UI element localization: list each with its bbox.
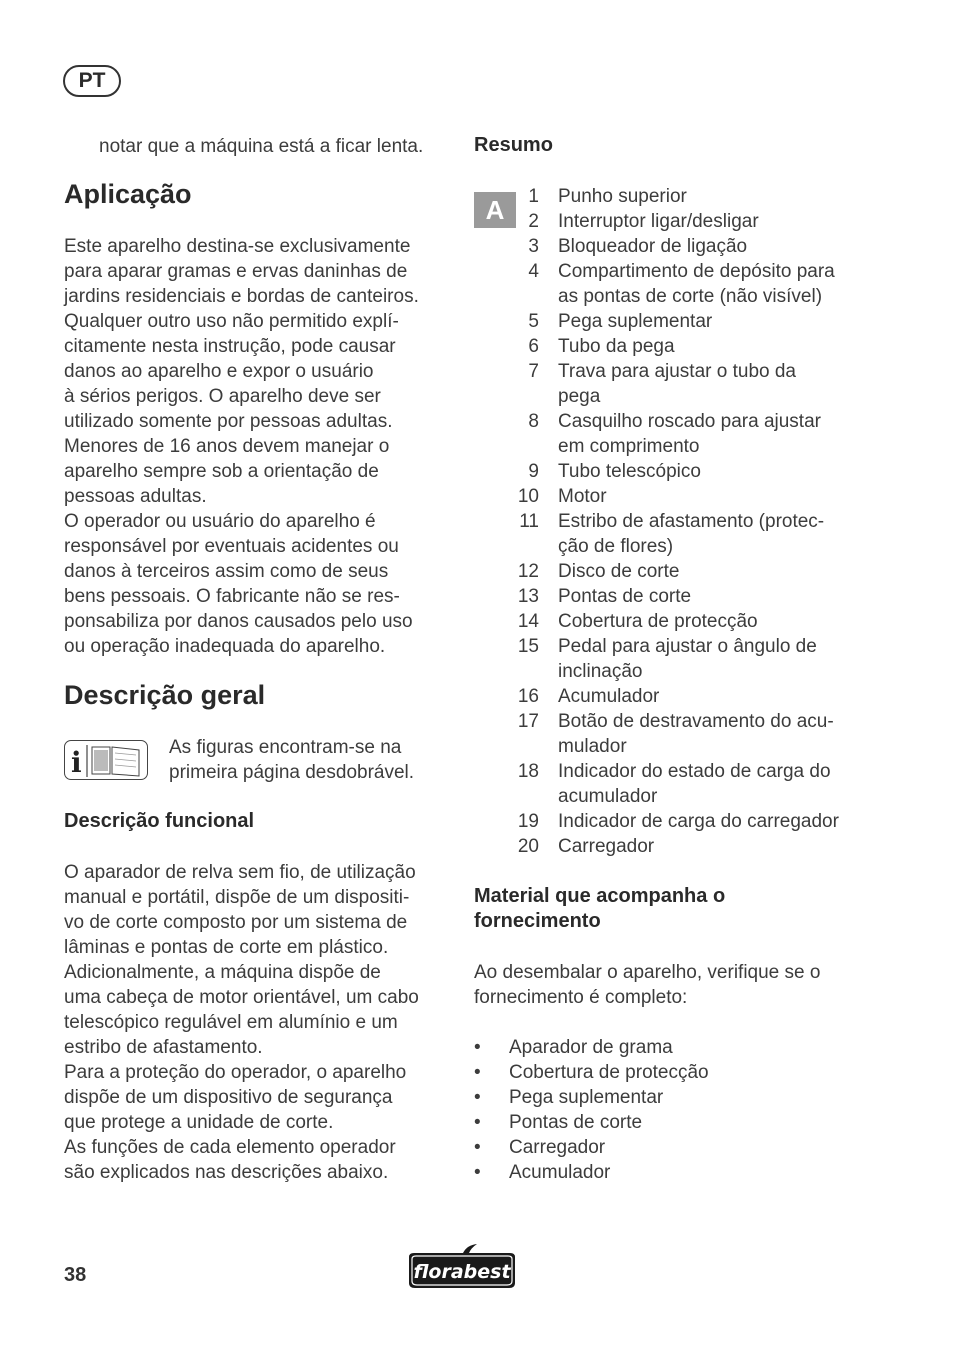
paragraph-line: bens pessoais. O fabricante não se res- [64, 586, 400, 607]
list-item [505, 284, 875, 309]
list-item [505, 559, 875, 584]
paragraph-line: estribo de afastamento. [64, 1037, 263, 1058]
descricao-funcional-paragraph [64, 860, 456, 1185]
paragraph-line: à sérios perigos. O aparelho deve ser [64, 386, 381, 407]
list-item [505, 834, 875, 859]
part-label: Pega suplementar [558, 311, 713, 332]
material-intro-line-2: fornecimento é completo: [474, 987, 688, 1008]
list-item [505, 809, 875, 834]
item-label: Cobertura de protecção [509, 1062, 709, 1083]
bullet-icon: • [474, 1037, 481, 1058]
item-label: Carregador [509, 1137, 606, 1158]
paragraph-line: aparelho sempre sob a orientação de [64, 461, 379, 482]
part-label: mulador [558, 736, 627, 757]
part-number: 13 [517, 586, 539, 607]
item-label: Pontas de corte [509, 1112, 643, 1133]
part-label: pega [558, 386, 601, 407]
paragraph-line: ponsabiliza por danos causados pelo uso [64, 611, 413, 632]
part-number: 17 [517, 711, 539, 732]
part-number [505, 784, 539, 809]
part-number: 8 [528, 411, 539, 432]
intro-line: notar que a máquina está a ficar lenta. [99, 136, 424, 157]
part-label: Tubo telescópico [558, 461, 701, 482]
part-label: em comprimento [558, 436, 700, 457]
paragraph-line: telescópico regulável em alumínio e um [64, 1012, 398, 1033]
bullet-icon: • [474, 1087, 481, 1108]
paragraph-line: são explicados nas descrições abaixo. [64, 1162, 389, 1183]
bullet-icon: • [474, 1162, 481, 1183]
info-foldout-icon [64, 740, 148, 780]
list-item [505, 659, 875, 684]
part-label: Acumulador [558, 686, 660, 707]
part-number [505, 734, 539, 759]
part-label: inclinação [558, 661, 643, 682]
info-text-line-1: As figuras encontram-se na [169, 737, 402, 758]
list-item [505, 784, 875, 809]
part-number: 2 [528, 211, 539, 232]
list-item [474, 1035, 874, 1060]
part-label: Casquilho roscado para ajustar [558, 411, 821, 432]
part-number: 12 [517, 561, 539, 582]
part-label: Pontas de corte [558, 586, 692, 607]
bullet-icon: • [474, 1137, 481, 1158]
part-label: Cobertura de protecção [558, 611, 758, 632]
part-label: Estribo de afastamento (protec- [558, 511, 825, 532]
list-item [505, 384, 875, 409]
paragraph-line: jardins residenciais e bordas de canteiros. [64, 286, 419, 307]
list-item [474, 1060, 874, 1085]
delivery-contents-list [474, 1035, 874, 1185]
part-number [505, 659, 539, 684]
paragraph-line: uma cabeça de motor orientável, um cabo [64, 987, 419, 1008]
part-number: 3 [528, 236, 539, 257]
language-badge: PT [63, 65, 121, 97]
part-number: 5 [528, 311, 539, 332]
parts-list [505, 184, 875, 859]
part-label: Disco de corte [558, 561, 680, 582]
part-label: Tubo da pega [558, 336, 675, 357]
list-item [505, 534, 875, 559]
list-item [505, 184, 875, 209]
item-label: Acumulador [509, 1162, 611, 1183]
part-number: 14 [517, 611, 539, 632]
part-number [505, 284, 539, 309]
list-item [505, 334, 875, 359]
section-title-material-line-1: Material que acompanha o [474, 885, 726, 907]
paragraph-line: responsável por eventuais acidentes ou [64, 536, 399, 557]
paragraph-line: lâminas e pontas de corte em plástico. [64, 937, 389, 958]
list-item [474, 1135, 874, 1160]
part-label: Bloqueador de ligação [558, 236, 748, 257]
part-label: Motor [558, 486, 607, 507]
part-label: Botão de destravamento do acu- [558, 711, 834, 732]
list-item [505, 709, 875, 734]
part-label: Indicador do estado de carga do [558, 761, 831, 782]
paragraph-line: Este aparelho destina-se exclusivamente [64, 236, 411, 257]
part-number: 10 [517, 486, 539, 507]
florabest-logo [405, 1243, 519, 1291]
list-item [505, 409, 875, 434]
part-number: 9 [528, 461, 539, 482]
part-label: acumulador [558, 786, 658, 807]
paragraph-line: utilizado somente por pessoas adultas. [64, 411, 393, 432]
part-label: ção de flores) [558, 536, 674, 557]
part-number [505, 434, 539, 459]
part-number: 4 [528, 261, 539, 282]
item-label: Pega suplementar [509, 1087, 664, 1108]
list-item [505, 234, 875, 259]
bullet-icon: • [474, 1062, 481, 1083]
section-title-descricao-funcional: Descrição funcional [64, 810, 255, 832]
list-item [505, 359, 875, 384]
part-number: 1 [528, 186, 539, 207]
part-number: 7 [528, 361, 539, 382]
list-item [505, 434, 875, 459]
part-number: 20 [517, 836, 539, 857]
section-title-material-line-2: fornecimento [474, 910, 601, 932]
part-number: 16 [517, 686, 539, 707]
part-number: 6 [528, 336, 539, 357]
part-number: 15 [517, 636, 539, 657]
list-item [474, 1085, 874, 1110]
paragraph-line: dispõe de um dispositivo de segurança [64, 1087, 393, 1108]
page-number: 38 [64, 1264, 87, 1286]
paragraph-line: citamente nesta instrução, pode causar [64, 336, 396, 357]
list-item [505, 684, 875, 709]
list-item [474, 1110, 874, 1135]
part-label: Carregador [558, 836, 655, 857]
paragraph-line: Qualquer outro uso não permitido explí- [64, 311, 399, 332]
part-number [505, 534, 539, 559]
item-label: Aparador de grama [509, 1037, 673, 1058]
aplicacao-paragraph [64, 234, 456, 659]
list-item [505, 609, 875, 634]
part-label: Interruptor ligar/desligar [558, 211, 759, 232]
paragraph-line: As funções de cada elemento operador [64, 1137, 396, 1158]
paragraph-line: danos à terceiros assim como de seus [64, 561, 389, 582]
paragraph-line: Adicionalmente, a máquina dispõe de [64, 962, 381, 983]
part-number: 19 [517, 811, 539, 832]
list-item [505, 734, 875, 759]
part-label: Punho superior [558, 186, 687, 207]
list-item [505, 484, 875, 509]
figure-a-badge: A [474, 192, 516, 228]
paragraph-line: Para a proteção do operador, o aparelho [64, 1062, 407, 1083]
paragraph-line: vo de corte composto por um sistema de [64, 912, 408, 933]
paragraph-line: danos ao aparelho e expor o usuário [64, 361, 374, 382]
part-number [505, 384, 539, 409]
bullet-icon: • [474, 1112, 481, 1133]
section-title-aplicacao: Aplicação [64, 179, 192, 209]
part-number: 18 [517, 761, 539, 782]
list-item [474, 1160, 874, 1185]
list-item [505, 634, 875, 659]
list-item [505, 459, 875, 484]
paragraph-line: ou operação inadequada do aparelho. [64, 636, 386, 657]
part-label: Pedal para ajustar o ângulo de [558, 636, 817, 657]
part-label: Trava para ajustar o tubo da [558, 361, 796, 382]
section-title-descricao-geral: Descrição geral [64, 680, 266, 710]
list-item [505, 259, 875, 284]
paragraph-line: manual e portátil, dispõe de um dispositi- [64, 887, 410, 908]
paragraph-line: O operador ou usuário do aparelho é [64, 511, 376, 532]
part-label: as pontas de corte (não visível) [558, 286, 823, 307]
list-item [505, 209, 875, 234]
paragraph-line: para aparar gramas e ervas daninhas de [64, 261, 408, 282]
part-label: Indicador de carga do carregador [558, 811, 839, 832]
list-item [505, 759, 875, 784]
info-text-line-2: primeira página desdobrável. [169, 762, 415, 783]
paragraph-line: O aparador de relva sem fio, de utilização [64, 862, 416, 883]
material-intro-line-1: Ao desembalar o aparelho, verifique se o [474, 962, 821, 983]
list-item [505, 309, 875, 334]
svg-text:i: i [71, 746, 82, 779]
list-item [505, 584, 875, 609]
paragraph-line: pessoas adultas. [64, 486, 207, 507]
part-label: Compartimento de depósito para [558, 261, 835, 282]
paragraph-line: Menores de 16 anos devem manejar o [64, 436, 390, 457]
paragraph-line: que protege a unidade de corte. [64, 1112, 334, 1133]
part-number: 11 [519, 511, 539, 532]
section-title-resumo: Resumo [474, 134, 553, 156]
list-item [505, 509, 875, 534]
svg-text:florabest: florabest [413, 1261, 511, 1283]
